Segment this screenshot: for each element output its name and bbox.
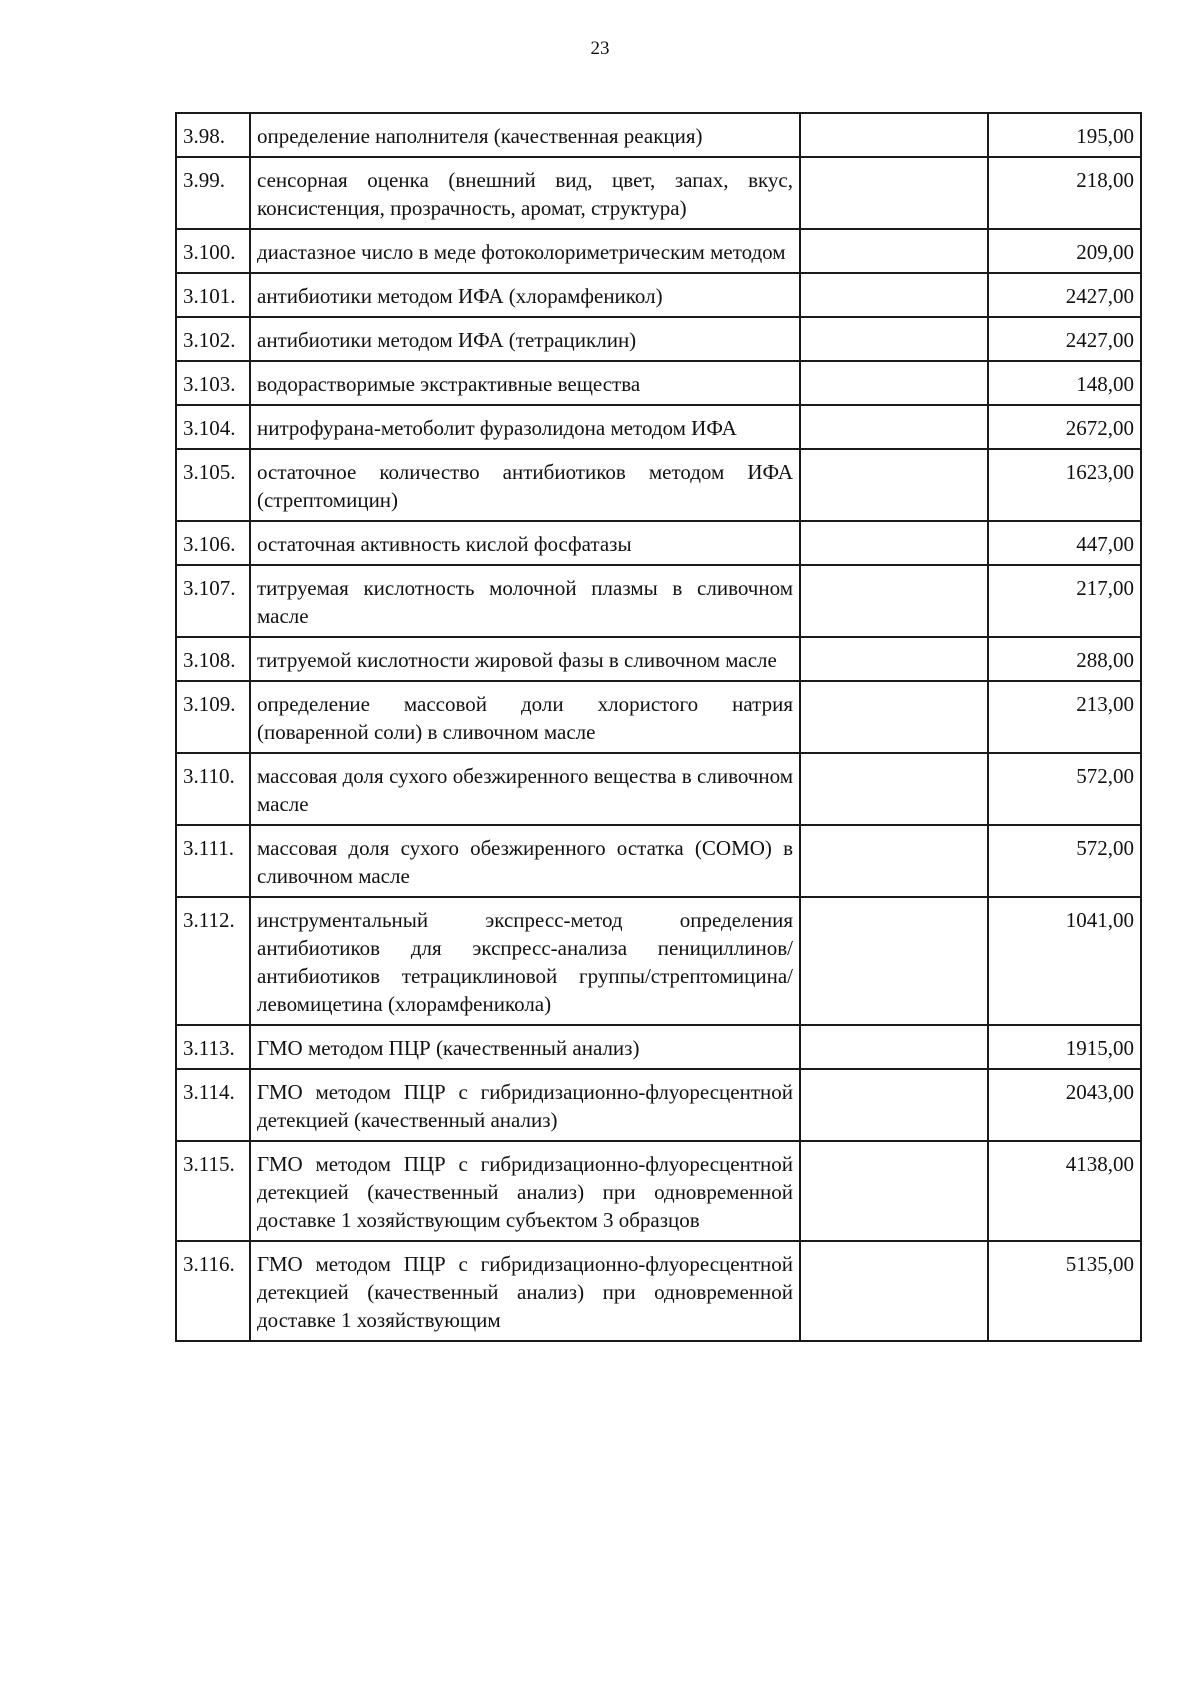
item-number: 3.109.	[176, 681, 250, 753]
item-price: 288,00	[988, 637, 1141, 681]
item-number: 3.111.	[176, 825, 250, 897]
table-row	[176, 637, 1141, 681]
empty-cell	[800, 449, 988, 521]
item-price: 1915,00	[988, 1025, 1141, 1069]
item-number: 3.110.	[176, 753, 250, 825]
item-number: 3.98.	[176, 113, 250, 157]
item-description: ГМО методом ПЦР с гибридизационно-флуоресцентной детекцией (качественный анализ) при одновременной доставке 1 хозяйствующим субъектом 3 образцов	[250, 1141, 800, 1241]
item-price: 2427,00	[988, 317, 1141, 361]
item-number: 3.100.	[176, 229, 250, 273]
empty-cell	[800, 229, 988, 273]
item-number: 3.107.	[176, 565, 250, 637]
empty-cell	[800, 825, 988, 897]
item-price: 4138,00	[988, 1141, 1141, 1241]
item-description: водорастворимые экстрактивные вещества	[250, 361, 800, 405]
item-price: 195,00	[988, 113, 1141, 157]
empty-cell	[800, 897, 988, 1025]
item-description: титруемой кислотности жировой фазы в сливочном масле	[250, 637, 800, 681]
item-description: титруемая кислотность молочной плазмы в сливочном масле	[250, 565, 800, 637]
price-table	[175, 112, 1142, 1342]
empty-cell	[800, 405, 988, 449]
table-row	[176, 405, 1141, 449]
table-row	[176, 1141, 1141, 1241]
item-description: антибиотики методом ИФА (хлорамфеникол)	[250, 273, 800, 317]
empty-cell	[800, 637, 988, 681]
table-row	[176, 273, 1141, 317]
empty-cell	[800, 317, 988, 361]
table-row	[176, 753, 1141, 825]
empty-cell	[800, 113, 988, 157]
item-price: 447,00	[988, 521, 1141, 565]
item-number: 3.104.	[176, 405, 250, 449]
empty-cell	[800, 1025, 988, 1069]
item-number: 3.114.	[176, 1069, 250, 1141]
item-description: диастазное число в меде фотоколориметрическим методом	[250, 229, 800, 273]
item-description: массовая доля сухого обезжиренного остатка (СОМО) в сливочном масле	[250, 825, 800, 897]
item-description: остаточное количество антибиотиков методом ИФА (стрептомицин)	[250, 449, 800, 521]
table-row	[176, 521, 1141, 565]
empty-cell	[800, 565, 988, 637]
table-row	[176, 113, 1141, 157]
item-price: 148,00	[988, 361, 1141, 405]
table-row	[176, 825, 1141, 897]
table-row	[176, 157, 1141, 229]
item-price: 217,00	[988, 565, 1141, 637]
item-description: остаточная активность кислой фосфатазы	[250, 521, 800, 565]
item-description: антибиотики методом ИФА (тетрациклин)	[250, 317, 800, 361]
item-description: определение наполнителя (качественная реакция)	[250, 113, 800, 157]
item-price: 213,00	[988, 681, 1141, 753]
item-price: 2672,00	[988, 405, 1141, 449]
item-description: ГМО методом ПЦР (качественный анализ)	[250, 1025, 800, 1069]
table-row	[176, 229, 1141, 273]
item-description: инструментальный экспресс-метод определения антибиотиков для экспресс-анализа пенициллинов/антибиотиков тетрациклиновой группы/стрептомицина/левомицетина (хлорамфеникола)	[250, 897, 800, 1025]
item-price: 209,00	[988, 229, 1141, 273]
table-row	[176, 361, 1141, 405]
item-number: 3.103.	[176, 361, 250, 405]
table-row	[176, 1069, 1141, 1141]
item-number: 3.115.	[176, 1141, 250, 1241]
item-number: 3.116.	[176, 1241, 250, 1341]
empty-cell	[800, 681, 988, 753]
item-price: 2043,00	[988, 1069, 1141, 1141]
item-price: 2427,00	[988, 273, 1141, 317]
item-number: 3.105.	[176, 449, 250, 521]
empty-cell	[800, 157, 988, 229]
item-number: 3.112.	[176, 897, 250, 1025]
item-price: 1623,00	[988, 449, 1141, 521]
empty-cell	[800, 753, 988, 825]
item-description: ГМО методом ПЦР с гибридизационно-флуоресцентной детекцией (качественный анализ)	[250, 1069, 800, 1141]
item-price: 572,00	[988, 825, 1141, 897]
item-description: определение массовой доли хлористого натрия (поваренной соли) в сливочном масле	[250, 681, 800, 753]
item-number: 3.102.	[176, 317, 250, 361]
item-number: 3.113.	[176, 1025, 250, 1069]
table-row	[176, 565, 1141, 637]
price-table-body	[176, 113, 1141, 1341]
table-row	[176, 897, 1141, 1025]
empty-cell	[800, 361, 988, 405]
item-number: 3.99.	[176, 157, 250, 229]
table-row	[176, 317, 1141, 361]
page-number: 23	[590, 38, 610, 59]
item-description: массовая доля сухого обезжиренного вещества в сливочном масле	[250, 753, 800, 825]
empty-cell	[800, 273, 988, 317]
item-number: 3.108.	[176, 637, 250, 681]
item-number: 3.101.	[176, 273, 250, 317]
empty-cell	[800, 1141, 988, 1241]
item-price: 572,00	[988, 753, 1141, 825]
item-price: 1041,00	[988, 897, 1141, 1025]
table-row	[176, 449, 1141, 521]
table-row	[176, 1025, 1141, 1069]
table-row	[176, 1241, 1141, 1341]
item-number: 3.106.	[176, 521, 250, 565]
item-price: 5135,00	[988, 1241, 1141, 1341]
empty-cell	[800, 1069, 988, 1141]
table-row	[176, 681, 1141, 753]
item-description: ГМО методом ПЦР с гибридизационно-флуоресцентной детекцией (качественный анализ) при одновременной доставке 1 хозяйствующим	[250, 1241, 800, 1341]
item-price: 218,00	[988, 157, 1141, 229]
empty-cell	[800, 1241, 988, 1341]
item-description: сенсорная оценка (внешний вид, цвет, запах, вкус, консистенция, прозрачность, аромат, структура)	[250, 157, 800, 229]
item-description: нитрофурана-метоболит фуразолидона методом ИФА	[250, 405, 800, 449]
empty-cell	[800, 521, 988, 565]
